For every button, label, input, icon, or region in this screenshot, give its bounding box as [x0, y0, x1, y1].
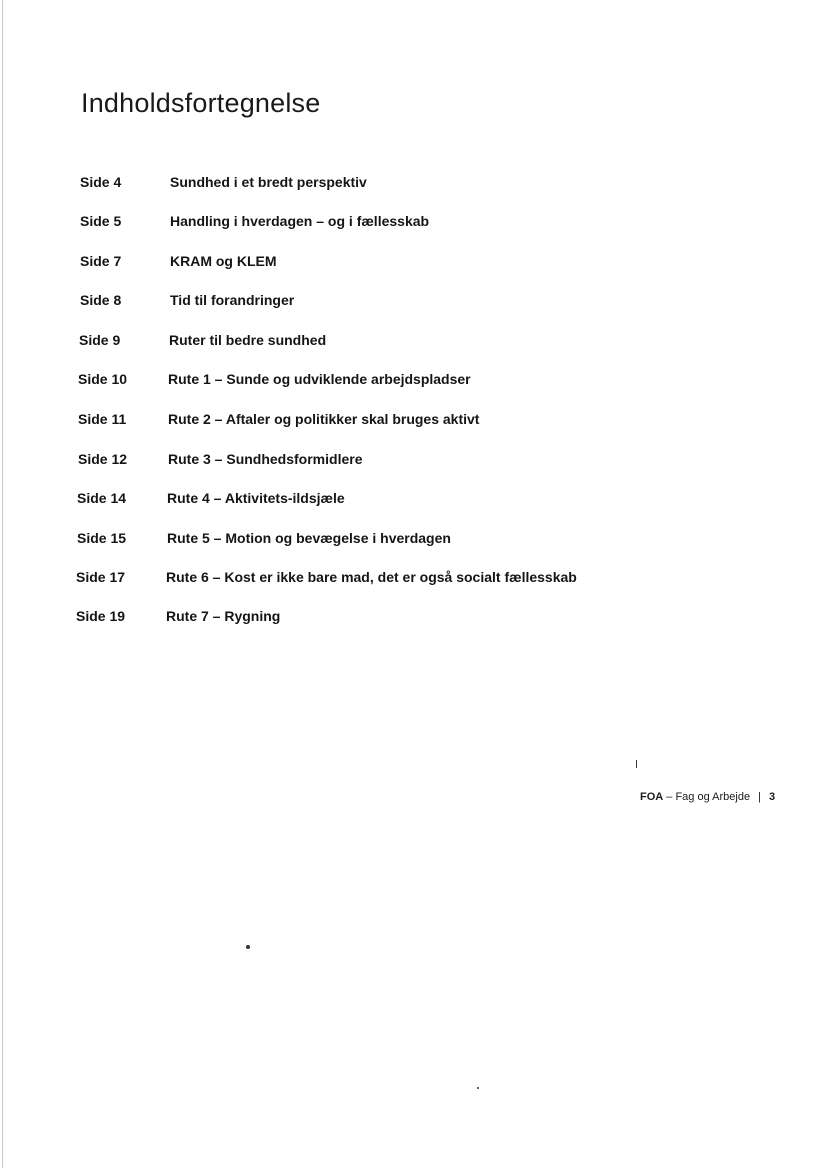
page-footer — [640, 791, 775, 803]
toc-entry-title: Rute 5 – Motion og bevægelse i hverdagen — [167, 530, 451, 546]
toc-page-number: Side 11 — [78, 411, 127, 427]
toc-entry-title: Handling i hverdagen – og i fællesskab — [170, 213, 430, 229]
toc-entry-title: KRAM og KLEM — [170, 253, 277, 269]
toc-entry-title: Ruter til bedre sundhed — [169, 332, 327, 348]
footer-brand: FOA — [640, 791, 664, 803]
toc-page-number: Side 10 — [78, 371, 128, 387]
toc-page-number: Side 17 — [76, 569, 126, 585]
toc-entry-title: Rute 6 – Kost er ikke bare mad, det er også socialt fællesskab — [166, 569, 577, 585]
page-title: Indholdsfortegnelse — [81, 88, 321, 118]
scan-speck — [246, 945, 250, 949]
footer-page-number: 3 — [768, 791, 776, 803]
toc-page-number: Side 15 — [77, 530, 127, 546]
toc-page-number: Side 7 — [80, 253, 122, 269]
toc-entry-title: Sundhed i et bredt perspektiv — [170, 174, 367, 190]
toc-page-number: Side 9 — [79, 332, 121, 348]
toc-entry-title: Rute 1 – Sunde og udviklende arbejdspladser — [168, 371, 471, 387]
toc-page-number: Side 4 — [80, 174, 122, 190]
toc-entry-title: Rute 7 – Rygning — [166, 608, 281, 624]
footer-separator: | — [758, 791, 761, 803]
toc-entry-title: Rute 3 – Sundhedsformidlere — [168, 451, 363, 467]
toc-page-number: Side 5 — [80, 213, 122, 229]
scan-speck — [477, 1087, 479, 1089]
toc-entry-title: Tid til forandringer — [170, 292, 295, 308]
toc-page-number: Side 14 — [77, 490, 127, 506]
footer-subtitle: – Fag og Arbejde — [663, 791, 751, 803]
toc-page-number: Side 19 — [76, 608, 126, 624]
toc-entry-title: Rute 4 – Aktivitets-ildsjæle — [167, 490, 345, 506]
scan-speck — [636, 760, 637, 768]
toc-page-number: Side 12 — [78, 451, 128, 467]
toc-page-number: Side 8 — [80, 292, 122, 308]
toc-entry-title: Rute 2 – Aftaler og politikker skal bruges aktivt — [168, 411, 480, 427]
